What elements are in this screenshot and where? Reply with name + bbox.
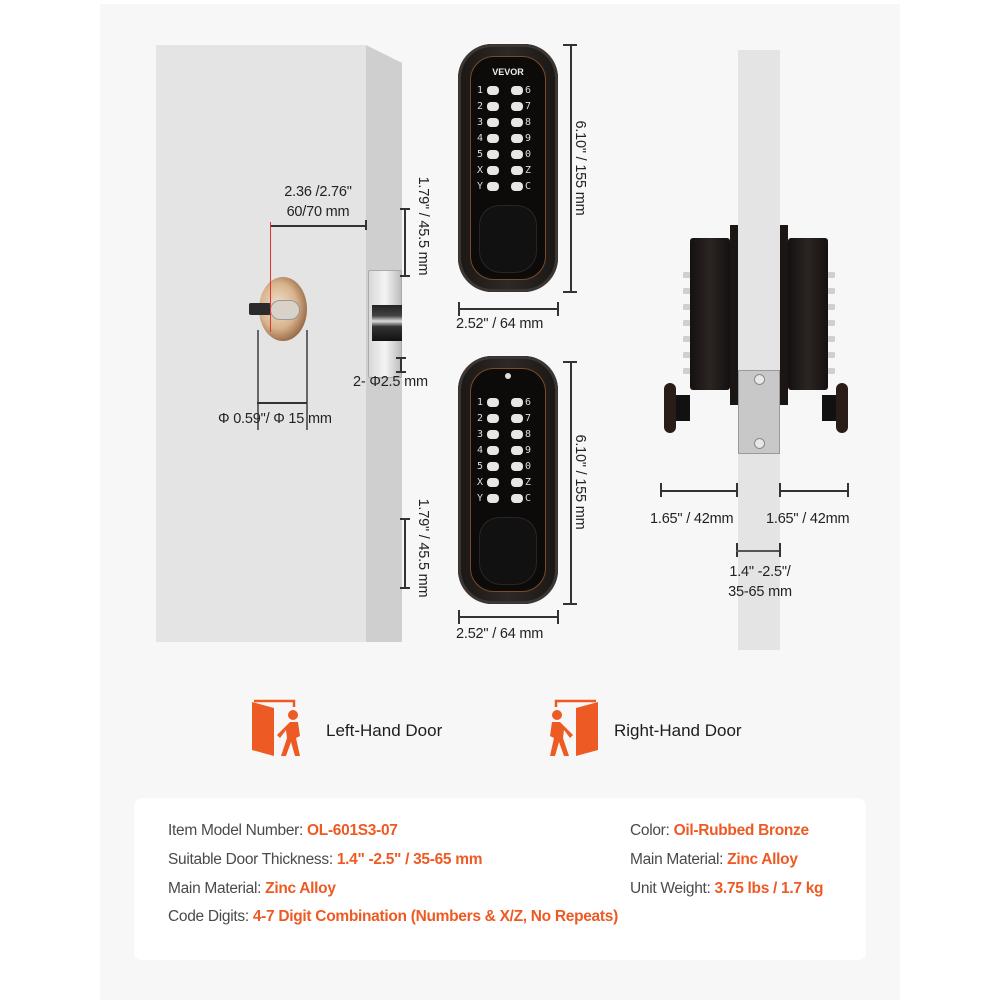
keypad-height-dim: 6.10" / 155 mm [572, 434, 588, 530]
knob-outside [664, 383, 676, 433]
keypad-knob [479, 205, 537, 273]
knob-height-dim: 1.79" / 45.5 mm [415, 498, 431, 598]
backset-mm: 60/70 mm [286, 204, 350, 220]
spec-model: Item Model Number: OL-601S3-07 [168, 822, 398, 839]
spec-weight: Unit Weight: 3.75 lbs / 1.7 kg [630, 880, 824, 897]
lock-body-inside [788, 238, 828, 390]
knob-inside [836, 383, 848, 433]
left-hand-door [250, 698, 442, 763]
screw-hole [505, 373, 511, 379]
screw-hole-dim: 2- Φ2.5 mm [353, 374, 428, 390]
spindle-hole-dim: Φ 0.59"/ Φ 15 mm [218, 411, 332, 427]
spindle [249, 303, 271, 315]
left-projection-dim: 1.65" / 42mm [650, 511, 734, 527]
latch-bolt [372, 305, 402, 341]
backset-inch: 2.36 /2.76" [284, 184, 352, 200]
keypad-width-dim: 2.52" / 64 mm [456, 626, 544, 642]
keypad-body: VEVOR 1 6 2 7 3 8 4 9 5 0 X Z Y C [458, 44, 558, 292]
spec-material: Main Material: Zinc Alloy [168, 880, 336, 897]
keypad-height-dim: 6.10" / 155 mm [572, 120, 588, 216]
door-cross-section [738, 50, 780, 650]
door-thickness-dim: 1.4" -2.5"/ [729, 564, 791, 580]
spec-door-thickness: Suitable Door Thickness: 1.4" -2.5" / 35-65 mm [168, 851, 483, 868]
spec-color: Color: Oil-Rubbed Bronze [630, 822, 809, 839]
knob-height-dim: 1.79" / 45.5 mm [415, 176, 431, 276]
spec-code-digits: Code Digits: 4-7 Digit Combination (Numbers & X/Z, No Repeats) [168, 908, 618, 925]
keypad-knob [479, 517, 537, 585]
left-hand-door-label: Left-Hand Door [326, 720, 443, 740]
right-hand-door-label: Right-Hand Door [614, 720, 742, 740]
vevor-logo: VEVOR [492, 67, 524, 77]
lock-body-outside [690, 238, 730, 390]
right-hand-door [538, 698, 742, 763]
door-face [156, 45, 366, 642]
specifications-card [134, 798, 866, 960]
center-line [270, 222, 271, 332]
right-hand-door-icon [538, 698, 600, 763]
spec-material-2: Main Material: Zinc Alloy [630, 851, 798, 868]
keypad-width-dim: 2.52" / 64 mm [456, 316, 544, 332]
left-hand-door-icon [250, 698, 312, 763]
keypad-body: 1 6 2 7 3 8 4 9 5 0 X Z Y C [458, 356, 558, 604]
right-projection-dim: 1.65" / 42mm [766, 511, 850, 527]
